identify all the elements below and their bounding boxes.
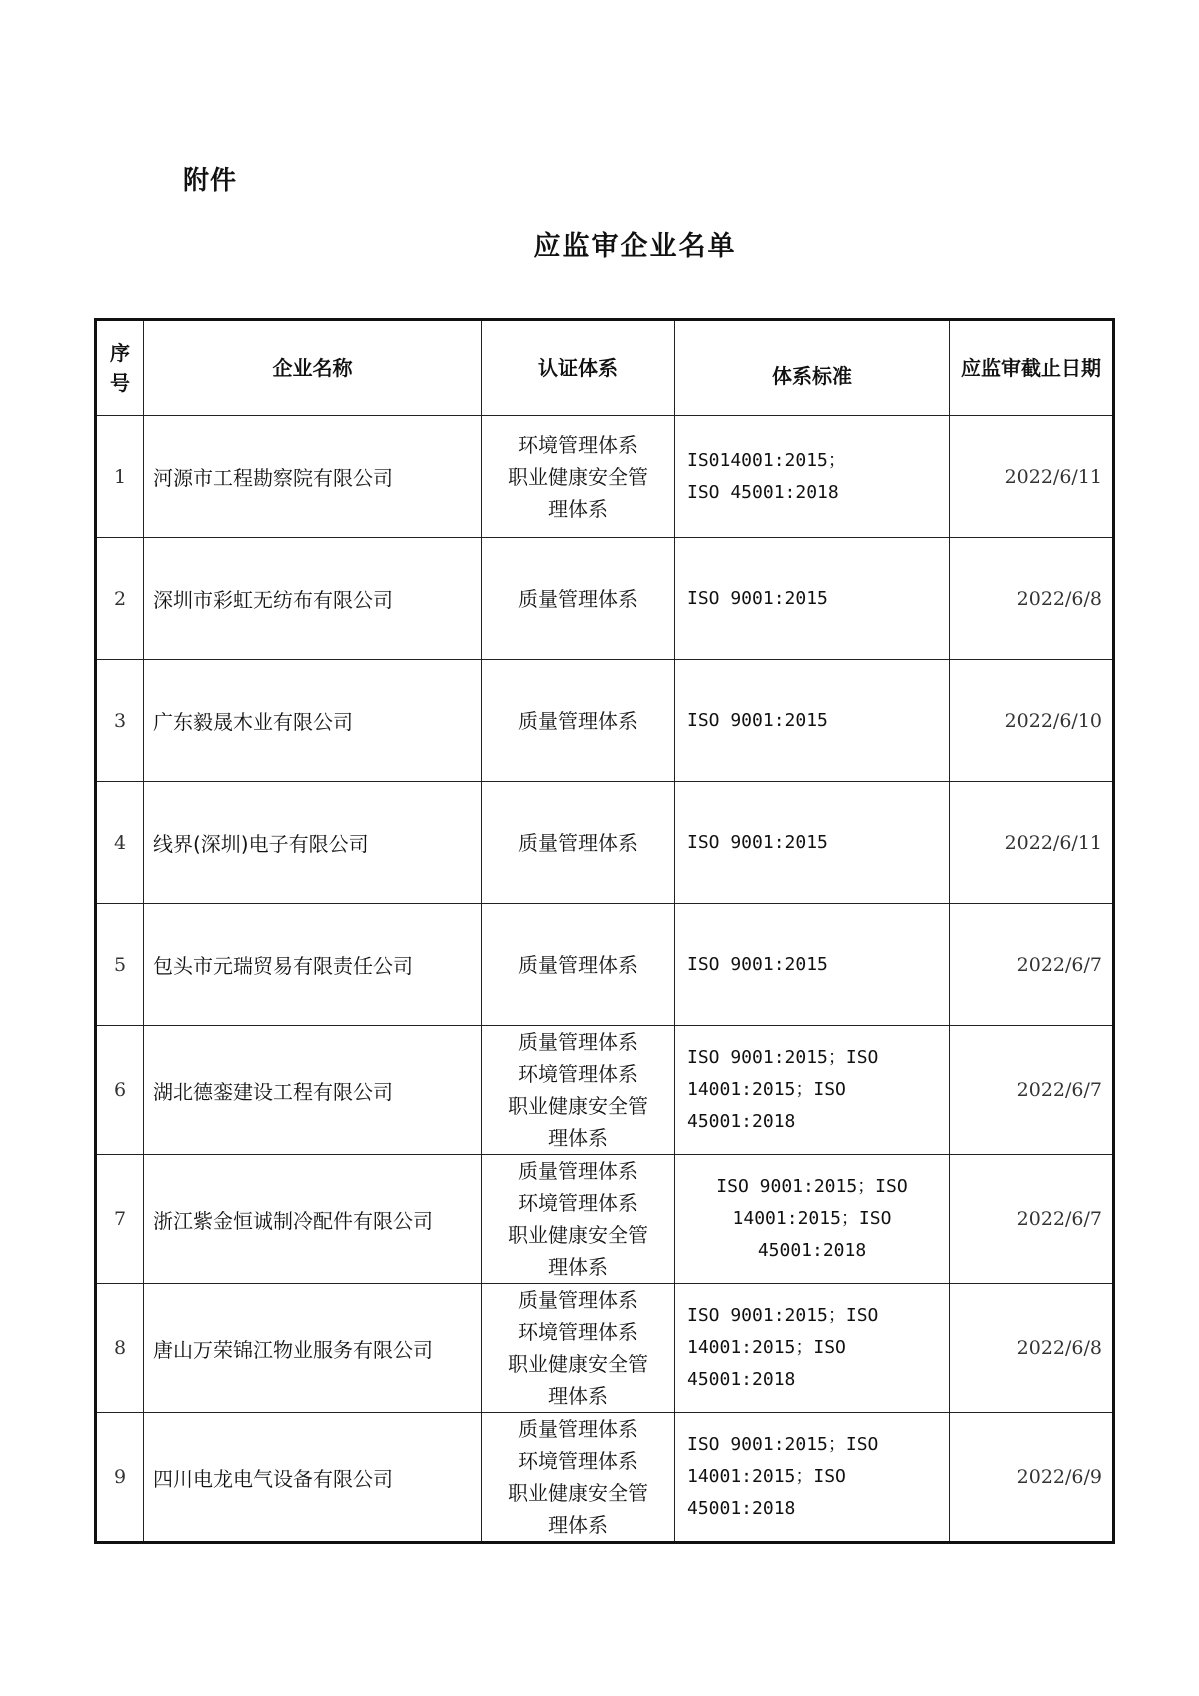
- company-name: 包头市元瑞贸易有限责任公司: [144, 904, 482, 1026]
- system-standard: [675, 1413, 950, 1543]
- company-name: 深圳市彩虹无纺布有限公司: [144, 538, 482, 660]
- company-name: 湖北德銮建设工程有限公司: [144, 1026, 482, 1155]
- system-line: 环境管理体系: [518, 1191, 638, 1215]
- system-line: 质量管理体系: [518, 830, 638, 855]
- certification-system: [482, 782, 675, 904]
- row-number: 4: [96, 782, 144, 904]
- system-line: 质量管理体系: [518, 1288, 638, 1312]
- system-standard: [675, 1155, 950, 1284]
- standard-line: ISO 9001:2015: [687, 709, 828, 731]
- standard-line: ISO 9001:2015；ISO: [716, 1176, 908, 1197]
- standard-line: ISO 9001:2015: [687, 831, 828, 853]
- system-line: 质量管理体系: [518, 1030, 638, 1054]
- deadline-date: 2022/6/7: [950, 904, 1114, 1026]
- system-line: 环境管理体系: [518, 432, 638, 457]
- standard-line: ISO 9001:2015；ISO: [687, 1047, 879, 1068]
- standard-line: 45001:2018: [687, 1369, 796, 1390]
- page-title: 应监审企业名单: [533, 231, 737, 262]
- table-row: [96, 1284, 1114, 1413]
- system-line: 质量管理体系: [518, 952, 638, 977]
- row-number: 8: [96, 1284, 144, 1413]
- table-row: [96, 1413, 1114, 1543]
- standard-line: 14001:2015；ISO: [687, 1079, 846, 1100]
- standard-line: ISO 9001:2015: [687, 953, 828, 975]
- system-standard: [675, 538, 950, 660]
- system-line: 职业健康安全管: [508, 1481, 648, 1505]
- table-header-row: [96, 320, 1114, 416]
- row-number: 1: [96, 416, 144, 538]
- system-line: 环境管理体系: [518, 1062, 638, 1086]
- system-line: 质量管理体系: [518, 586, 638, 611]
- deadline-date: 2022/6/9: [950, 1413, 1114, 1543]
- table-row: [96, 904, 1114, 1026]
- standard-line: ISO 45001:2018: [687, 481, 839, 503]
- certification-system: [482, 1284, 675, 1413]
- system-standard: [675, 782, 950, 904]
- header-system: 认证体系: [482, 320, 675, 416]
- deadline-date: 2022/6/11: [950, 416, 1114, 538]
- deadline-date: 2022/6/11: [950, 782, 1114, 904]
- system-line: 职业健康安全管: [508, 1352, 648, 1376]
- table-row: [96, 1155, 1114, 1284]
- certification-system: [482, 660, 675, 782]
- company-name: 唐山万荣锦江物业服务有限公司: [144, 1284, 482, 1413]
- row-number: 2: [96, 538, 144, 660]
- row-number: 9: [96, 1413, 144, 1543]
- system-line: 理体系: [548, 1384, 608, 1408]
- certification-system: [482, 1026, 675, 1155]
- deadline-date: 2022/6/7: [950, 1026, 1114, 1155]
- header-deadline: 应监审截止日期: [950, 320, 1114, 416]
- system-line: 环境管理体系: [518, 1449, 638, 1473]
- table-row: [96, 538, 1114, 660]
- row-number: 6: [96, 1026, 144, 1155]
- header-no: [96, 320, 144, 416]
- company-name: 浙江紫金恒诚制冷配件有限公司: [144, 1155, 482, 1284]
- system-line: 质量管理体系: [518, 1417, 638, 1441]
- system-line: 理体系: [548, 1126, 608, 1150]
- row-number: 5: [96, 904, 144, 1026]
- table-row: [96, 660, 1114, 782]
- certification-system: [482, 538, 675, 660]
- system-line: 质量管理体系: [518, 708, 638, 733]
- header-no-char: 序: [110, 341, 130, 365]
- standard-line: 14001:2015；ISO: [732, 1208, 892, 1229]
- system-line: 理体系: [548, 496, 608, 521]
- company-name: 河源市工程勘察院有限公司: [144, 416, 482, 538]
- header-no-char: 号: [110, 371, 130, 395]
- standard-line: IS014001:2015；: [687, 449, 846, 471]
- table-row: [96, 416, 1114, 538]
- system-line: 环境管理体系: [518, 1320, 638, 1344]
- system-standard: [675, 660, 950, 782]
- standard-line: 45001:2018: [687, 1111, 796, 1132]
- standard-line: ISO 9001:2015；ISO: [687, 1434, 879, 1455]
- system-line: 理体系: [548, 1513, 608, 1537]
- deadline-date: 2022/6/7: [950, 1155, 1114, 1284]
- system-standard: [675, 1026, 950, 1155]
- standard-line: 14001:2015；ISO: [687, 1337, 846, 1358]
- standard-line: 14001:2015；ISO: [687, 1466, 846, 1487]
- table-row: [96, 782, 1114, 904]
- company-name: 线界(深圳)电子有限公司: [144, 782, 482, 904]
- row-number: 3: [96, 660, 144, 782]
- deadline-date: 2022/6/8: [950, 538, 1114, 660]
- deadline-date: 2022/6/10: [950, 660, 1114, 782]
- attachment-label: 附件: [183, 166, 238, 196]
- standard-line: ISO 9001:2015: [687, 587, 828, 609]
- system-line: 职业健康安全管: [508, 1223, 648, 1247]
- system-standard: [675, 416, 950, 538]
- certification-system: [482, 904, 675, 1026]
- company-name: 广东毅晟木业有限公司: [144, 660, 482, 782]
- system-standard: [675, 904, 950, 1026]
- row-number: 7: [96, 1155, 144, 1284]
- system-line: 理体系: [548, 1255, 608, 1279]
- certification-system: [482, 1413, 675, 1543]
- enterprise-table: [94, 318, 1115, 1544]
- deadline-date: 2022/6/8: [950, 1284, 1114, 1413]
- certification-system: [482, 416, 675, 538]
- certification-system: [482, 1155, 675, 1284]
- system-standard: [675, 1284, 950, 1413]
- header-standard: 体系标准: [675, 320, 950, 416]
- standard-line: ISO 9001:2015；ISO: [687, 1305, 879, 1326]
- table-row: [96, 1026, 1114, 1155]
- standard-line: 45001:2018: [757, 1240, 867, 1261]
- system-line: 职业健康安全管: [508, 1094, 648, 1118]
- system-line: 职业健康安全管: [508, 464, 648, 489]
- company-name: 四川电龙电气设备有限公司: [144, 1413, 482, 1543]
- standard-line: 45001:2018: [687, 1498, 796, 1519]
- system-line: 质量管理体系: [518, 1159, 638, 1183]
- header-name: 企业名称: [144, 320, 482, 416]
